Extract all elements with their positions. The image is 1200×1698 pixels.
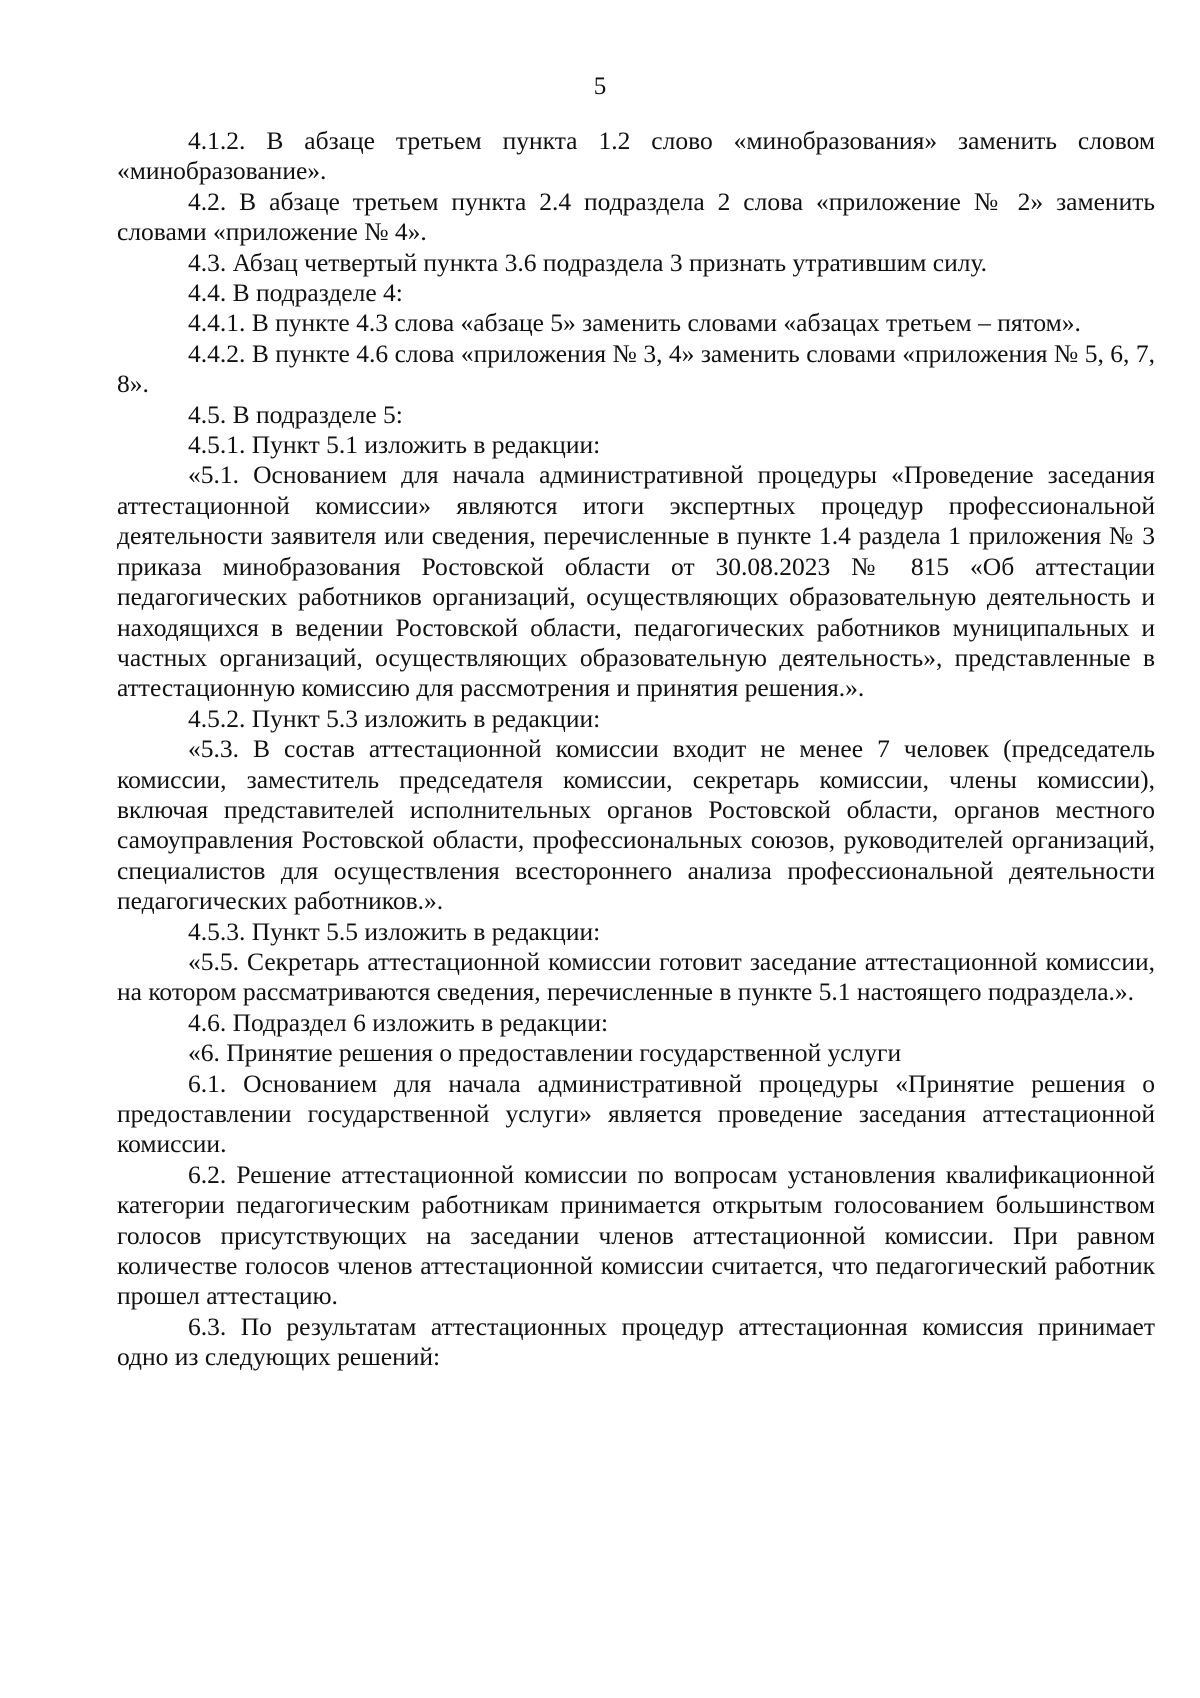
paragraph-5-1-text: «5.1. Основанием для начала административной процедуры «Проведение заседания аттестационной комиссии» являются итоги экспертных процедур профессиональной деятельности заявителя или сведения, перечисленные в пункте 1.4 раздела 1 приложения № 3 приказа минобразования Ростовской области от 30.08.2023 № 815 «Об аттестации педагогических работников организаций, осуществляющих образовательную деятельность и находящихся в ведении Ростовской области, педагогических работников муниципальных и частных организаций, осуществляющих образовательную деятельность», представленные в аттестационную комиссию для рассмотрения и принятия решения.». <box>117 460 1155 703</box>
paragraph-4-5: 4.5. В подразделе 5: <box>188 399 403 429</box>
paragraph-5-5-text: «5.5. Секретарь аттестационной комиссии готовит заседание аттестационной комиссии, на котором рассматриваются сведения, перечисленные в пункте 5.1 настоящего подраздела.». <box>117 946 1155 1007</box>
paragraph-4-4-2: 4.4.2. В пункте 4.6 слова «приложения № 3, 4» заменить словами «приложения № 5, 6, 7, 8». <box>117 338 1155 399</box>
paragraph-4-5-1: 4.5.1. Пункт 5.1 изложить в редакции: <box>188 430 601 460</box>
paragraph-4-4: 4.4. В подразделе 4: <box>188 278 403 308</box>
paragraph-6-1: 6.1. Основанием для начала административной процедуры «Принятие решения о предоставлении государственной услуги» является проведение заседания аттестационной комиссии. <box>117 1068 1155 1159</box>
paragraph-4-5-2: 4.5.2. Пункт 5.3 изложить в редакции: <box>188 703 601 733</box>
paragraph-5-3-text: «5.3. В состав аттестационной комиссии входит не менее 7 человек (председатель комиссии, заместитель председателя комиссии, секретарь комиссии, члены комиссии), включая представителей исполнительных органов Ростовской области, органов местного самоуправления Ростовской области, профессиональных союзов, руководителей организаций, специалистов для осуществления всестороннего анализа профессиональной деятельности педагогических работников.». <box>117 734 1155 916</box>
paragraph-4-6: 4.6. Подраздел 6 изложить в редакции: <box>188 1007 609 1037</box>
paragraph-4-5-3: 4.5.3. Пункт 5.5 изложить в редакции: <box>188 916 601 946</box>
section-6-heading: «6. Принятие решения о предоставлении государственной услуги <box>188 1038 902 1068</box>
paragraph-6-3: 6.3. По результатам аттестационных процедур аттестационная комиссия принимает одно из следующих решений: <box>117 1311 1155 1372</box>
paragraph-4-2: 4.2. В абзаце третьем пункта 2.4 подраздела 2 слова «приложение № 2» заменить словами «приложение № 4». <box>117 186 1155 247</box>
page-number: 5 <box>593 73 607 100</box>
paragraph-6-2: 6.2. Решение аттестационной комиссии по вопросам установления квалификационной категории педагогическим работникам принимается открытым голосованием большинством голосов присутствующих на заседании членов аттестационной комиссии. При равном количестве голосов членов аттестационной комиссии считается, что педагогический работник прошел аттестацию. <box>117 1159 1155 1311</box>
paragraph-4-3: 4.3. Абзац четвертый пункта 3.6 подраздела 3 признать утратившим силу. <box>188 247 988 277</box>
document-body <box>117 126 1155 1373</box>
paragraph-4-1-2: 4.1.2. В абзаце третьем пункта 1.2 слово «минобразования» заменить словом «минобразование». <box>117 126 1155 186</box>
paragraph-4-4-1: 4.4.1. В пункте 4.3 слова «абзаце 5» заменить словами «абзацах третьем – пятом». <box>188 308 1081 338</box>
